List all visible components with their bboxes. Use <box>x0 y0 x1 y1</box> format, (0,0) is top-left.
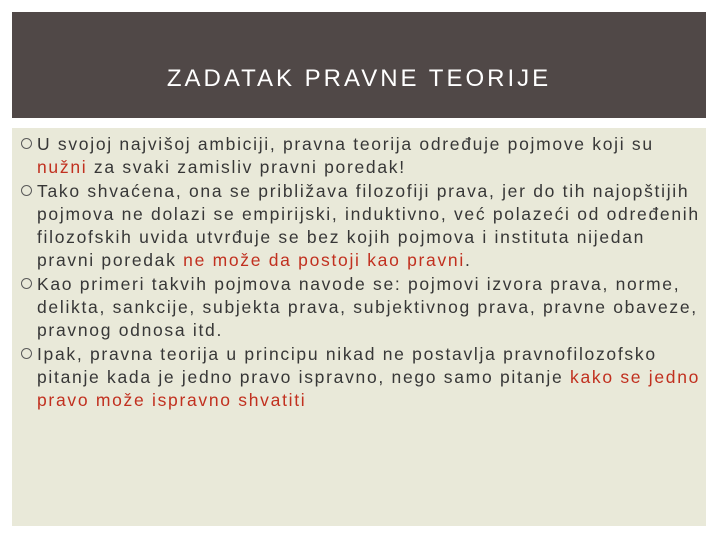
circle-bullet-icon <box>21 185 32 196</box>
bullet-text: U svojoj najvišoj ambiciji, pravna teorija određuje pojmove koji su <box>37 134 654 154</box>
circle-bullet-icon <box>21 348 32 359</box>
highlighted-text: ne može da postoji kao pravni <box>183 250 465 271</box>
bullet-item <box>20 273 704 343</box>
highlighted-text: nužni <box>37 157 88 178</box>
bullet-text: Tako shvaćena, ona se približava filozofiji prava, jer do tih najopštijih pojmova ne dolazi se empirijski, induktivno, već polazeći od određenih filozofskih uvida utvrđuje se bez kojih pojmova i instituta nijedan pravni poredak <box>37 180 700 271</box>
bullet-text: Ipak, pravna teorija u principu nikad ne postavlja pravnofilozofsko pitanje kada je jedno pravo ispravno, nego samo pitanje <box>37 343 657 387</box>
slide-title: ZADATAK PRAVNE TEORIJE <box>166 65 552 92</box>
bullet-item <box>20 133 704 180</box>
circle-bullet-icon <box>21 138 32 149</box>
bullet-text: . <box>464 250 472 271</box>
circle-bullet-icon <box>21 278 32 289</box>
highlighted-text: kako se jedno pravo može ispravno shvatiti <box>37 366 701 411</box>
bullet-item <box>20 180 704 273</box>
bullet-list <box>20 133 704 413</box>
title-bar <box>12 12 706 118</box>
bullet-item <box>20 343 704 413</box>
content-panel <box>12 128 706 526</box>
bullet-text: Kao primeri takvih pojmova navode se: pojmovi izvora prava, norme, delikta, sankcije, subjekta prava, subjektivnog prava, pravne obaveze, pravnog odnosa itd. <box>37 273 698 341</box>
bullet-text: za svaki zamisliv pravni poredak! <box>87 157 406 178</box>
